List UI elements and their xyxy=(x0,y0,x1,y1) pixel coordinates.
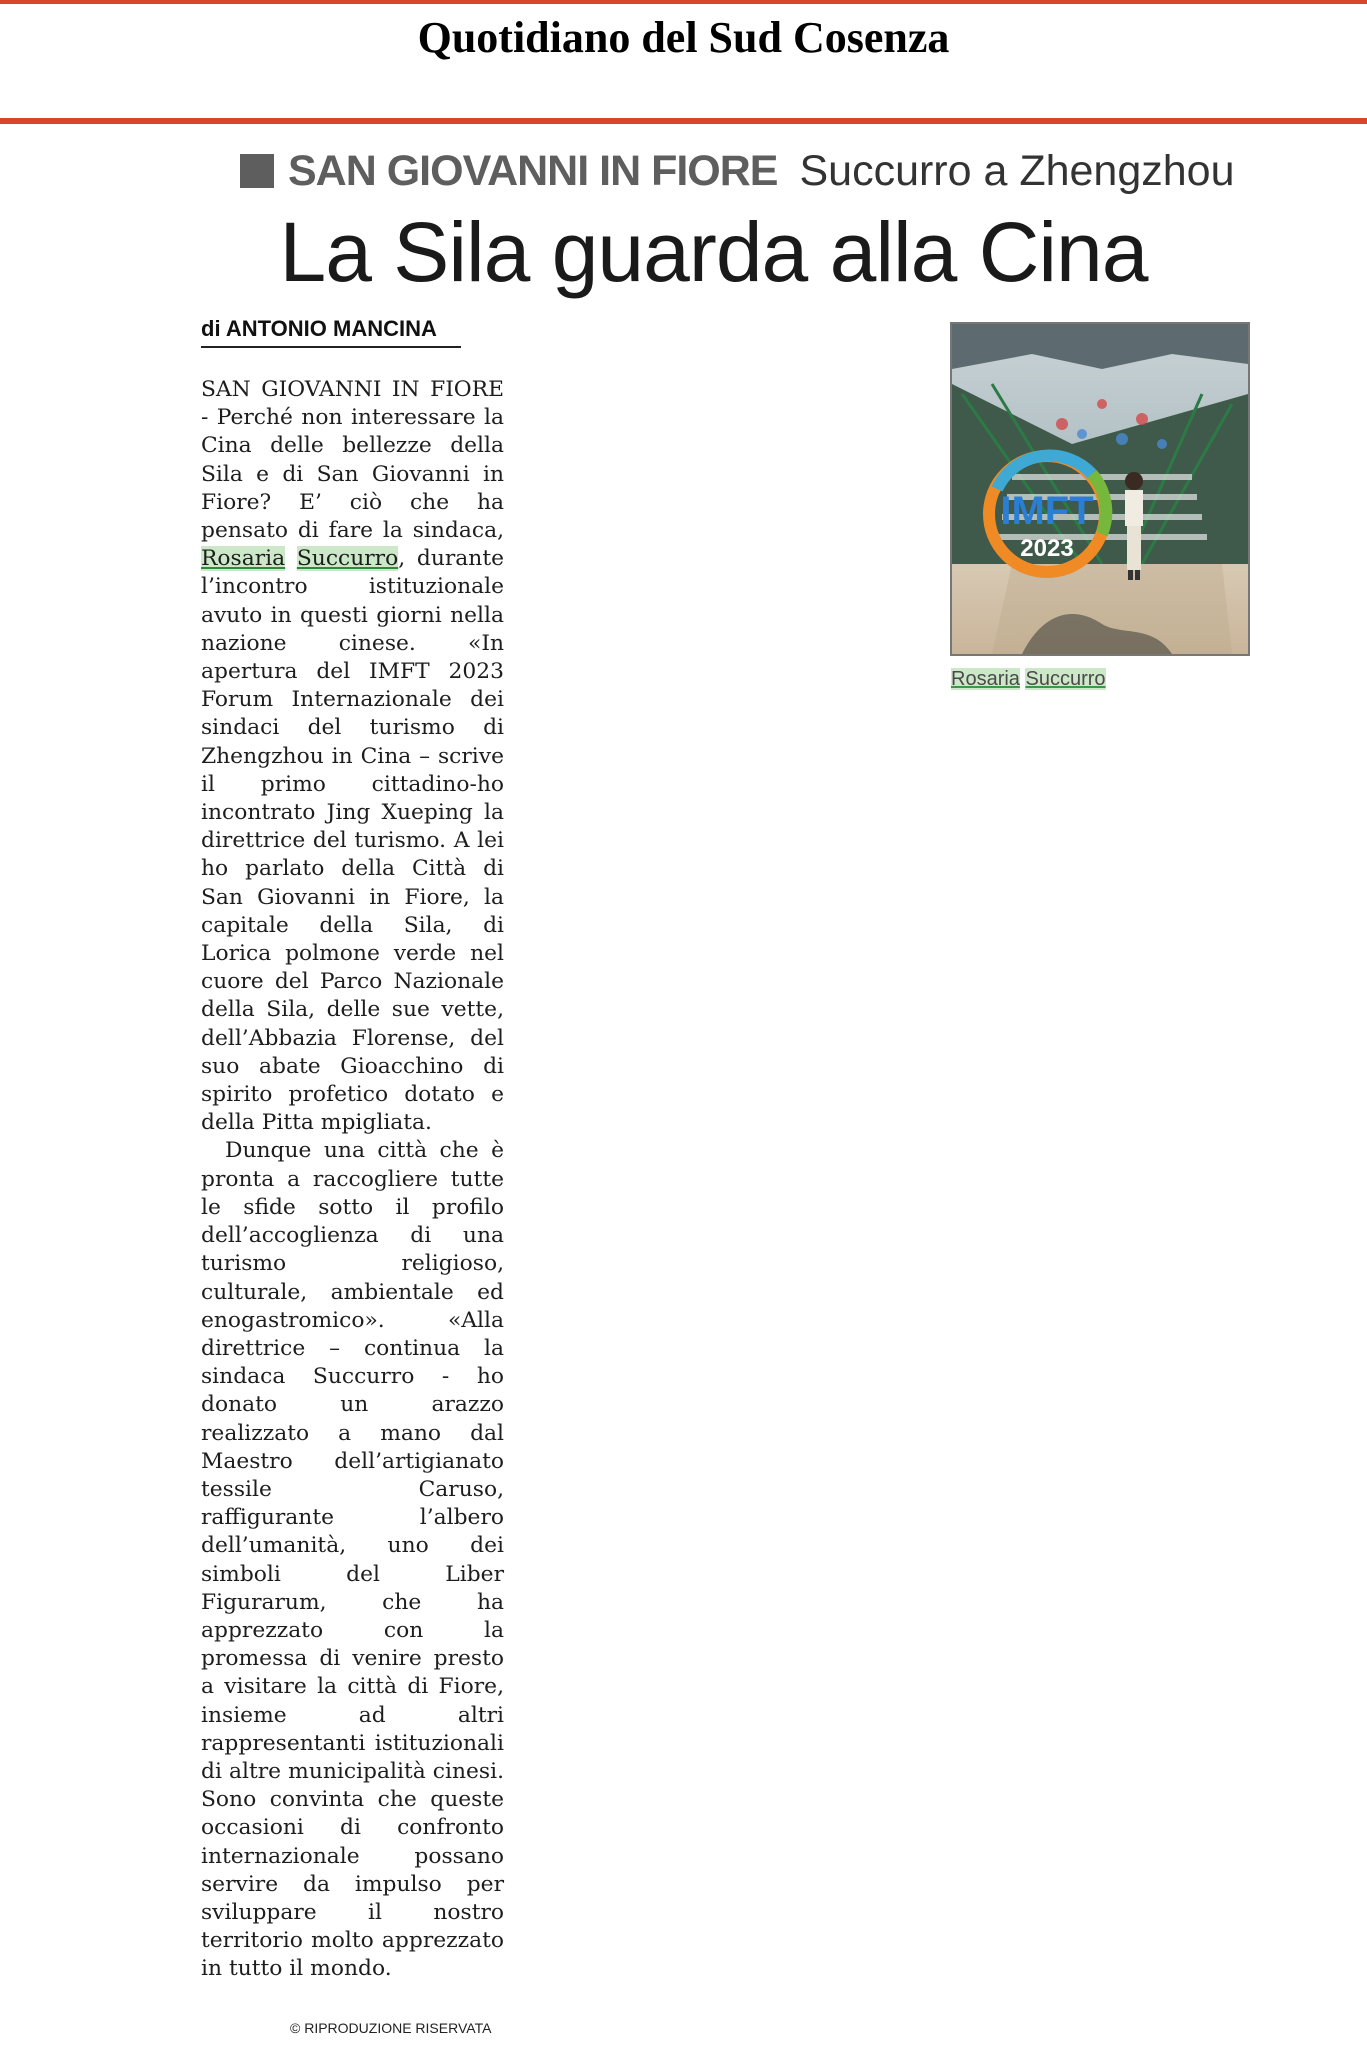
article-photo xyxy=(950,322,1250,656)
highlight-name-succurro: Succurro xyxy=(296,546,399,572)
kicker-subtitle: Succurro a Zhengzhou xyxy=(799,146,1235,195)
article-paragraph-1 xyxy=(201,376,504,1137)
paragraph-1-rest: , durante l’incontro istituzionale avuto in questi giorni nella nazione cinese. «In apertura del IMFT 2023 Forum Internazionale dei sindaci del turismo di Zhengzhou in Cina – scrive il primo cittadino-ho incontrato Jing Xueping la direttrice del turismo. A lei ho parlato della Città di San Giovanni in Fiore, la capitale della Sila, di Lorica polmone verde nel cuore del Parco Nazionale della Sila, delle sue vette, dell’Abbazia Florense, del suo abate Gioacchino di spirito profetico dotato e della Pitta mpigliata. xyxy=(201,546,504,1136)
caption-name-succurro: Succurro xyxy=(1025,668,1106,690)
kicker-section: SAN GIOVANNI IN FIORE xyxy=(288,146,778,195)
kicker xyxy=(240,146,1235,196)
headline: La Sila guarda alla Cina xyxy=(279,205,1148,299)
kicker-square-icon xyxy=(240,154,274,188)
article-paragraph-2: Dunque una città che è pronta a raccogliere tutte le sfide sotto il profilo dell’accoglienza di una turismo religioso, culturale, ambientale ed enogastromico». «Alla direttrice – continua la sindaca Succurro - ho donato un arazzo realizzato a mano dal Maestro dell’artigianato tessile Caruso, raffigurante l’albero dell’umanità, uno dei simboli del Liber Figurarum, che ha apprezzato con la promessa di venire presto a visitare la città di Fiore, insieme ad altri rappresentanti istituzionali di altre municipalità cinesi. Sono convinta che queste occasioni di confronto internazionale possano servire da impulso per sviluppare il nostro territorio molto apprezzato in tutto il mondo. xyxy=(201,1138,504,1982)
masthead xyxy=(0,0,1367,124)
copyright-notice: © RIPRODUZIONE RISERVATA xyxy=(290,2020,492,2036)
newspaper-title: Quotidiano del Sud Cosenza xyxy=(417,13,950,62)
photo-caption xyxy=(951,668,1106,691)
photo-logo-text: IMFT xyxy=(1000,489,1094,533)
caption-name-rosaria: Rosaria xyxy=(951,668,1020,690)
photo-logo-year: 2023 xyxy=(1020,535,1074,562)
highlight-name-rosaria: Rosaria xyxy=(201,546,286,572)
byline: di ANTONIO MANCINA xyxy=(201,316,461,348)
article-body xyxy=(201,376,504,1984)
paragraph-1-lead: SAN GIOVANNI IN FIORE - Perché non interessare la Cina delle bellezze della Sila e di San Giovanni in Fiore? E’ ciò che ha pensato di fare la sindaca, xyxy=(201,377,504,544)
photo-illustration xyxy=(952,324,1248,654)
